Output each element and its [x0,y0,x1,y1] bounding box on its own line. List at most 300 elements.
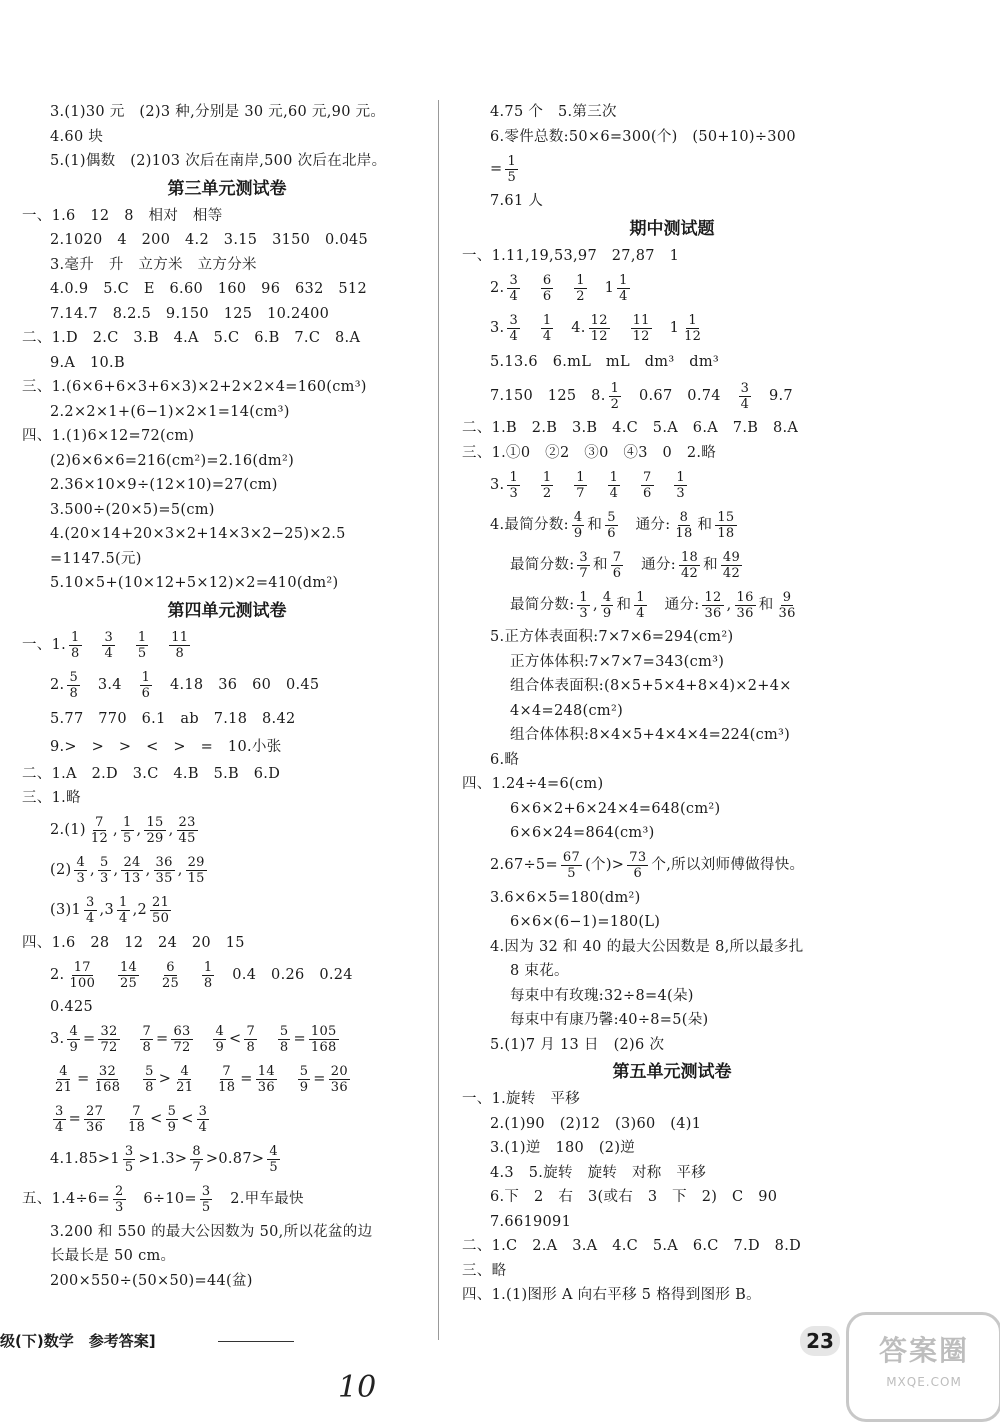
answer-line [462,1008,882,1033]
answer-text: 5.正方体表面积:7×7×6=294(cm²) [490,629,734,645]
answer-text: 四、1.(1)6×12=72(cm) [22,428,195,444]
fraction-numerator: 67 [562,850,581,865]
fraction-numerator: 1 [118,895,128,910]
fraction-denominator: 3 [579,605,588,621]
fraction-numerator: 29 [187,855,205,870]
answer-text: 四、1.6 28 12 24 20 15 [22,934,245,951]
fraction-denominator: 4 [85,911,95,926]
fraction [171,1025,192,1054]
fraction-denominator: 12 [632,328,650,344]
answer-text: 五、1.4÷6= [22,1191,110,1208]
fraction-denominator: 13 [123,871,141,886]
watermark-url: MXQE.COM [886,1375,962,1389]
answer-text [151,633,166,658]
fraction-numerator: 3 [509,272,519,288]
answer-line [22,666,432,706]
answer-text: 5.(1)7 月 13 日 (2)6 次 [490,1036,665,1053]
fraction [627,851,648,880]
fraction-numerator: 1 [676,469,685,485]
answer-text: 2.36×10×9÷(12×10)=27(cm) [50,477,278,493]
answer-text: 一、1.旋转 平移 [462,1091,581,1107]
fraction [715,511,736,540]
answer-text [118,633,133,658]
fraction [166,1105,179,1134]
fraction-numerator: 3 [579,549,588,565]
answer-text: 6÷10= [128,1191,197,1208]
left-column [22,100,432,1293]
fraction [67,961,97,990]
fraction-denominator: 21 [55,1080,73,1095]
fraction-numerator: 5 [299,1064,309,1079]
fraction-numerator: 12 [704,589,722,605]
fraction [589,314,610,343]
answer-line [462,244,882,269]
fraction-numerator: 3 [198,1104,208,1119]
answer-line [462,416,882,441]
answer-line [462,772,882,797]
answer-text [523,316,538,341]
answer-text: 6×6×24=864(cm³) [510,825,655,841]
answer-text: 4.因为 32 和 40 的最大公因数是 8,所以最多扎 [490,938,804,955]
fraction-numerator: 7 [643,469,652,485]
answer-text: 三、略 [462,1262,507,1279]
answer-line [462,441,882,466]
answer-text: 和 [587,516,603,533]
answer-text: 6.略 [490,751,520,768]
answer-line [462,625,882,650]
fraction-denominator: 100 [69,975,96,991]
fraction [673,511,694,540]
answer-text: , [726,596,732,613]
fraction-numerator: 18 [680,549,699,565]
fraction [329,1065,350,1094]
answer-text: (2)6×6×6=216(cm²)=2.16(dm²) [50,452,295,469]
answer-text [123,1027,138,1052]
fraction-denominator: 18 [717,525,735,541]
fraction-numerator: 15 [146,815,164,830]
fraction-denominator: 12 [590,328,608,344]
answer-text [184,963,199,988]
answer-text: 6×6×2+6×24×4=648(cm²) [510,800,721,817]
fraction-denominator: 21 [176,1080,194,1095]
fraction-denominator: 7 [192,1160,201,1175]
fraction-denominator: 6 [607,525,616,541]
fraction-denominator: 5 [507,169,517,185]
fraction [507,274,520,303]
fraction [608,471,621,500]
fraction [298,1065,311,1094]
answer-line [462,821,882,846]
fraction-denominator: 36 [257,1080,275,1095]
fraction [572,511,585,540]
answer-text: 5.(1)偶数 (2)103 次后在南岸,500 次后在北岸。 [50,153,387,169]
answer-line [22,375,432,400]
fraction [605,511,618,540]
answer-text: 每束中有康乃馨:40÷8=5(朵) [510,1012,709,1028]
fraction [267,1145,280,1174]
answer-text: = [240,1071,253,1088]
answer-line [462,1234,882,1259]
fraction-denominator: 29 [146,831,164,846]
fraction-numerator: 6 [166,959,175,975]
answer-text: 3.毫升 升 立方米 立方分米 [50,256,257,273]
answer-text: < [150,1111,163,1128]
fraction [126,1105,147,1134]
fraction [89,816,110,845]
answer-text: (3)1 [50,902,81,919]
answer-line [22,228,432,253]
fraction-numerator: 7 [142,1024,152,1039]
fraction-denominator: 2 [610,396,620,412]
answer-line [462,846,882,886]
fraction [735,591,756,620]
fraction-numerator: 63 [173,1024,191,1039]
fraction-denominator: 8 [71,646,80,661]
fraction-numerator: 3 [509,312,519,328]
answer-text: 9.A 10.B [50,354,125,371]
fraction-numerator: 21 [152,895,170,910]
fraction-denominator: 18 [218,1080,236,1095]
fraction [186,856,207,885]
fraction-numerator: 1 [203,959,213,975]
answer-text: 4.最简分数: [490,516,569,533]
fraction-denominator: 6 [542,288,552,304]
fraction [136,631,149,660]
fraction-numerator: 32 [100,1024,118,1039]
answer-line [22,1020,432,1060]
answer-line [462,959,882,984]
answer-text: 5.10×5+(10×12+5×12)×2=410(dm²) [50,575,339,591]
fraction-numerator: 7 [222,1064,231,1079]
fraction-denominator: 12 [90,831,109,846]
answer-line [462,1210,882,1235]
fraction [144,816,165,845]
answer-text: = [77,1071,90,1088]
answer-text: 7.150 125 8. [490,387,606,404]
answer-text [196,1027,211,1052]
fraction-denominator: 168 [94,1080,121,1095]
answer-text: 2. [50,677,65,694]
answer-text: > [158,1071,172,1088]
answer-text: >1.3> [138,1151,188,1168]
answer-line [462,268,882,308]
fraction-denominator: 6 [612,565,622,581]
fraction [150,896,171,925]
answer-text: 3. [490,476,505,493]
fraction-numerator: 7 [132,1104,141,1119]
fraction-numerator: 1 [542,469,552,485]
answer-text [556,276,571,301]
answer-line [462,585,882,625]
answer-line [22,571,432,596]
answer-text: , [90,862,95,879]
answer-text: 四、1.24÷4=6(cm) [462,776,604,792]
section-title: 第三单元测试卷 [167,178,287,199]
answer-line [22,995,432,1020]
fraction [574,471,587,500]
answer-line [22,1269,432,1294]
answer-line [462,376,882,416]
answer-text: 3.6×6×5=180(dm²) [490,889,641,906]
fraction [160,961,181,990]
fraction-denominator: 45 [178,831,196,846]
fraction-denominator: 72 [173,1040,191,1055]
answer-text: , [113,822,118,839]
fraction-denominator: 5 [124,1160,134,1175]
fraction-numerator: 32 [98,1064,117,1079]
answer-text: = [313,1071,326,1088]
fraction-denominator: 36 [86,1120,104,1135]
answer-text: 三、1.①0 ②2 ③0 ④3 0 2.略 [462,444,717,461]
answer-text: 2. [490,279,505,296]
answer-text: (个)> [585,857,625,874]
fraction-denominator: 36 [736,605,754,621]
fraction-denominator: 42 [722,565,741,581]
answer-text: 7.61 人 [490,193,544,209]
answer-text [142,963,157,988]
answer-text: ,3 [99,902,114,919]
fraction-numerator: 24 [123,855,141,870]
fraction-numerator: 3 [104,630,114,645]
answer-line [22,326,432,351]
section-title: 第五单元测试卷 [612,1062,732,1082]
answer-line [462,465,882,505]
fraction-denominator: 3 [76,871,86,886]
answer-line [22,851,432,891]
answer-line [462,699,882,724]
answer-line [22,1244,432,1269]
fraction-numerator: 1 [71,630,80,645]
fraction [174,1065,195,1094]
fraction-denominator: 36 [778,605,796,621]
fraction-denominator: 50 [152,911,170,926]
answer-text [280,1067,295,1092]
answer-text: =1147.5(元) [50,550,142,567]
fraction-denominator: 4 [636,605,645,621]
fraction [505,155,518,184]
fraction [117,896,130,925]
fraction-denominator: 72 [100,1040,118,1055]
fraction-denominator: 4 [198,1120,208,1135]
fraction-denominator: 18 [675,525,693,541]
page-number: 23 [800,1326,840,1356]
fraction [67,671,80,700]
answer-text: 0.4 0.26 0.24 [217,966,353,983]
answer-text: 1 [654,319,680,336]
fraction-denominator: 9 [167,1120,177,1135]
fraction-numerator: 73 [629,850,647,865]
answer-text: < [229,1031,242,1048]
fraction [577,591,590,620]
answer-text: 7.6619091 [490,1213,572,1230]
fraction-numerator: 23 [178,815,196,830]
column-divider [438,100,439,1340]
answer-text: 4.75 个 5.第三次 [490,104,617,120]
answer-text: 一、1.6 12 8 相对 相等 [22,207,223,224]
fraction-numerator: 4 [76,855,86,870]
answer-line [462,1033,882,1058]
fraction-denominator: 8 [69,686,79,701]
fraction-numerator: 5 [99,855,109,870]
answer-text: 0.425 [50,999,94,1015]
fraction [177,816,198,845]
fraction [98,1025,119,1054]
answer-line [462,1161,882,1186]
fraction-denominator: 4 [609,485,619,501]
answer-line [22,547,432,572]
answer-text: 最简分数: [510,596,575,613]
watermark-text: 答案圈 [878,1334,969,1367]
answer-text: 3.4 [83,677,137,694]
fraction-numerator: 1 [688,312,697,328]
answer-line [462,1136,882,1161]
answer-text: (2) [50,862,72,879]
answer-text [623,473,638,498]
answer-line [462,1087,882,1112]
fraction [739,382,752,411]
fraction-numerator: 1 [610,380,620,396]
fraction-numerator: 4 [180,1064,190,1079]
fraction-numerator: 1 [141,670,151,685]
fraction-numerator: 11 [171,630,189,645]
fraction-numerator: 3 [201,1184,211,1199]
answer-text: 0.67 0.74 [624,387,736,404]
fraction-numerator: 8 [192,1144,201,1159]
answer-text: 6×6×(6−1)=180(L) [510,914,661,930]
fraction-numerator: 9 [782,589,792,605]
answer-line [22,424,432,449]
fraction [674,471,687,500]
fraction-numerator: 49 [722,549,741,565]
fraction [577,551,590,580]
fraction-denominator: 9 [573,525,583,541]
answer-line [22,449,432,474]
answer-text: 三、1.(6×6+6×3+6×3)×2+2×2×4=160(cm³) [22,379,367,395]
fraction-denominator: 8 [145,1080,154,1095]
answer-text [556,473,571,498]
answer-line [462,1259,882,1284]
fraction-numerator: 5 [607,509,616,525]
fraction [84,896,97,925]
answer-text: 2. [50,966,65,983]
fraction-denominator: 35 [155,871,173,886]
fraction-denominator: 8 [175,646,185,661]
fraction-numerator: 4 [69,1024,79,1039]
answer-text: 四、1.(1)图形 A 向右平移 5 格得到图形 B。 [462,1287,761,1303]
answer-text: 4.(20×14+20×3×2+14×3×2−25)×2.5 [50,526,346,542]
answer-line [22,811,432,851]
answer-line [22,204,432,229]
fraction-denominator: 36 [704,605,722,621]
fraction-numerator: 15 [717,509,735,525]
answer-text [198,1067,213,1092]
fraction-denominator: 9 [299,1080,309,1095]
fraction [121,816,134,845]
answer-line [462,1112,882,1137]
fraction-numerator: 1 [507,153,517,169]
answer-line [462,505,882,545]
answer-line [462,650,882,675]
answer-line [22,762,432,787]
fraction-denominator: 6 [643,485,652,501]
answer-text: 和 [758,596,774,613]
fraction-denominator: 3 [114,1200,124,1215]
fraction-denominator: 8 [142,1040,152,1055]
answer-line [462,984,882,1009]
fraction [53,1065,74,1094]
fraction-numerator: 3 [124,1144,134,1159]
answer-line [22,351,432,376]
answer-line [462,723,882,748]
fraction [702,591,723,620]
fraction-numerator: 1 [619,272,628,288]
fraction-numerator: 3 [55,1104,64,1119]
fraction [216,1065,237,1094]
fraction-numerator: 4 [215,1024,225,1039]
answer-text [85,633,100,658]
fraction [197,1105,210,1134]
answer-text: 5.13.6 6.mL mL dm³ dm³ [490,353,719,370]
answer-line [22,931,432,956]
footer-rule [218,1341,294,1342]
answer-line [22,253,432,278]
answer-text: 7.14.7 8.2.5 9.150 125 10.2400 [50,305,330,322]
answer-line [22,1180,432,1220]
fraction-numerator: 8 [679,509,689,525]
answer-text: 4.18 36 60 0.45 [155,677,320,694]
fraction [721,551,742,580]
answer-text: < [181,1111,194,1128]
fraction-numerator: 1 [576,272,585,288]
fraction-numerator: 17 [73,959,91,975]
answer-line [462,545,882,585]
answer-text: 一、1.11,19,53,97 27,87 1 [462,247,680,264]
answer-line [462,910,882,935]
fraction [507,314,520,343]
fraction [200,1185,213,1214]
fraction-denominator: 5 [567,866,576,881]
answer-text: 9.> > > < > = 10.小张 [50,739,282,756]
answer-text: 3.(1)逆 180 (2)逆 [490,1140,636,1156]
section-title: 第四单元测试卷 [167,600,287,621]
fraction-denominator: 168 [310,1040,337,1055]
answer-line [22,473,432,498]
answer-text [523,473,538,498]
watermark-logo [846,1312,1000,1422]
answer-text: 最简分数: [510,556,575,573]
answer-text: 2.2×2×1+(6−1)×2×1=14(cm³) [50,403,290,420]
answer-text: 长最长是 50 cm。 [50,1248,176,1264]
fraction-numerator: 5 [279,1024,289,1039]
fraction [244,1025,257,1054]
answer-line [462,125,882,150]
answer-text [125,1067,140,1092]
answer-text: 5.77 770 6.1 ab 7.18 8.42 [50,711,296,728]
answer-line [462,935,882,960]
fraction [213,1025,226,1054]
fraction-denominator: 5 [122,831,132,846]
answer-line [22,400,432,425]
fraction-denominator: 4 [509,288,519,304]
fraction-denominator: 2 [576,288,585,304]
fraction-numerator: 12 [590,312,608,328]
answer-line [462,348,882,376]
fraction-denominator: 42 [680,565,699,581]
answer-text: 通分: [620,516,671,533]
fraction [634,591,647,620]
answer-line [462,797,882,822]
fraction-denominator: 6 [633,866,643,881]
